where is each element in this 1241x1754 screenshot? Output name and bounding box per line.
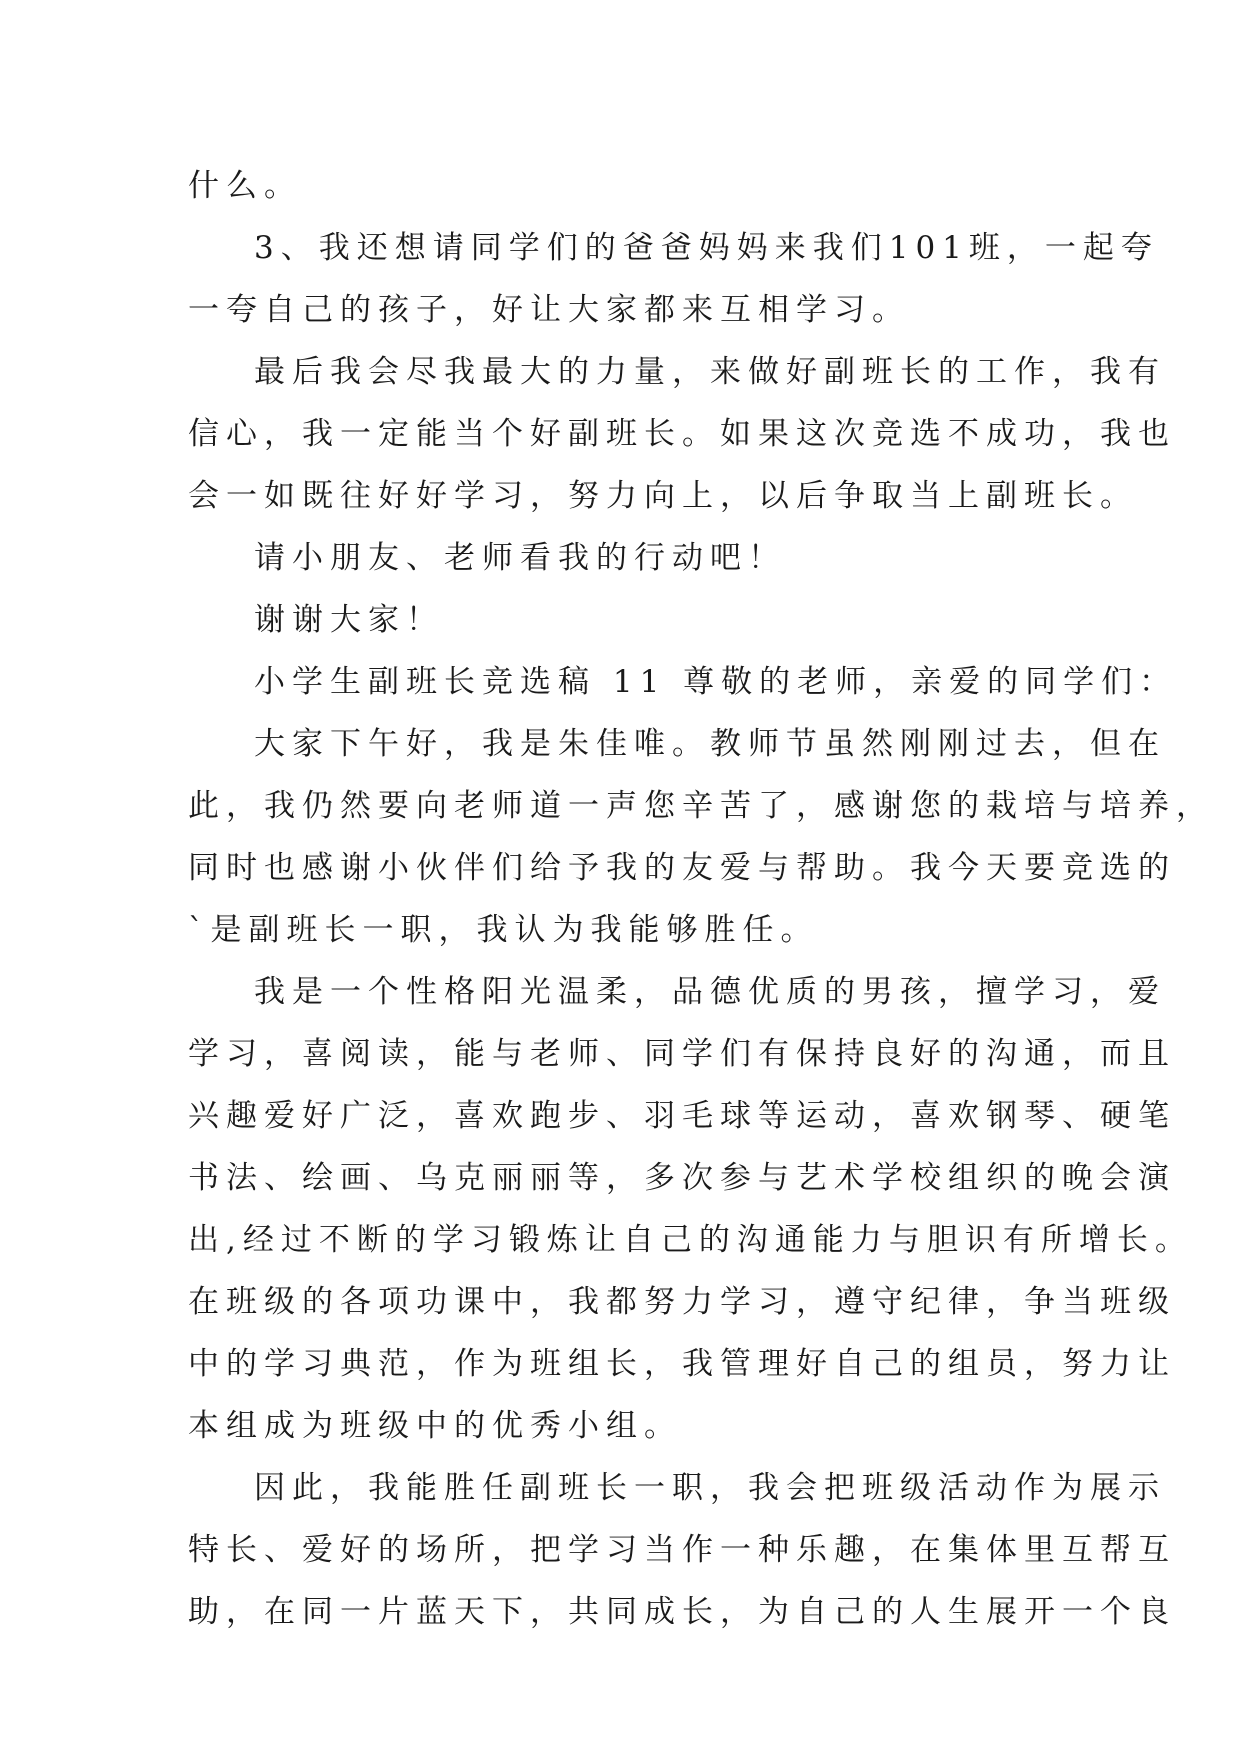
text-line: 特长、爱好的场所，把学习当作一种乐趣，在集体里互帮互 xyxy=(188,1532,1176,1568)
text-line: 兴趣爱好广泛，喜欢跑步、羽毛球等运动，喜欢钢琴、硬笔 xyxy=(188,1098,1176,1134)
paragraph-first-line: 我是一个性格阳光温柔，品德优质的男孩，擅学习，爱 xyxy=(254,974,1166,1010)
text-line: 书法、绘画、乌克丽丽等，多次参与艺术学校组织的晚会演 xyxy=(188,1160,1176,1196)
text-line: 助，在同一片蓝天下，共同成长，为自己的人生展开一个良 xyxy=(188,1594,1176,1630)
document-body xyxy=(188,155,1214,1643)
paragraph-first-line: 大家下午好，我是朱佳唯。教师节虽然刚刚过去，但在 xyxy=(254,726,1166,762)
text-line: 同时也感谢小伙伴们给予我的友爱与帮助。我今天要竞选的 xyxy=(188,850,1176,886)
text-line: 本组成为班级中的优秀小组。 xyxy=(188,1408,682,1444)
text-line: 一夸自己的孩子，好让大家都来互相学习。 xyxy=(188,292,910,328)
paragraph-first-line: 最后我会尽我最大的力量，来做好副班长的工作，我有 xyxy=(254,354,1166,390)
text-line: 中的学习典范，作为班组长，我管理好自己的组员，努力让 xyxy=(188,1346,1176,1382)
paragraph-first-line: 请小朋友、老师看我的行动吧！ xyxy=(254,540,786,576)
paragraph-first-line: 谢谢大家！ xyxy=(254,602,444,638)
section-heading-line: 小学生副班长竞选稿 11 尊敬的老师，亲爱的同学们： xyxy=(254,664,1178,700)
text-line: 什么。 xyxy=(188,168,302,204)
text-line: 出,经过不断的学习锻炼让自己的沟通能力与胆识有所增长。 xyxy=(188,1222,1193,1258)
text-line: 在班级的各项功课中，我都努力学习，遵守纪律，争当班级 xyxy=(188,1284,1176,1320)
text-line: 信心，我一定能当个好副班长。如果这次竞选不成功，我也 xyxy=(188,416,1176,452)
text-line: 学习，喜阅读，能与老师、同学们有保持良好的沟通，而且 xyxy=(188,1036,1176,1072)
paragraph-first-line: 因此，我能胜任副班长一职，我会把班级活动作为展示 xyxy=(254,1470,1166,1506)
text-line: `是副班长一职，我认为我能够胜任。 xyxy=(188,912,819,948)
paragraph-first-line: 3、我还想请同学们的爸爸妈妈来我们101班，一起夸 xyxy=(254,230,1159,266)
text-line: 会一如既往好好学习，努力向上，以后争取当上副班长。 xyxy=(188,478,1138,514)
text-line: 此，我仍然要向老师道一声您辛苦了，感谢您的栽培与培养， xyxy=(188,788,1214,824)
